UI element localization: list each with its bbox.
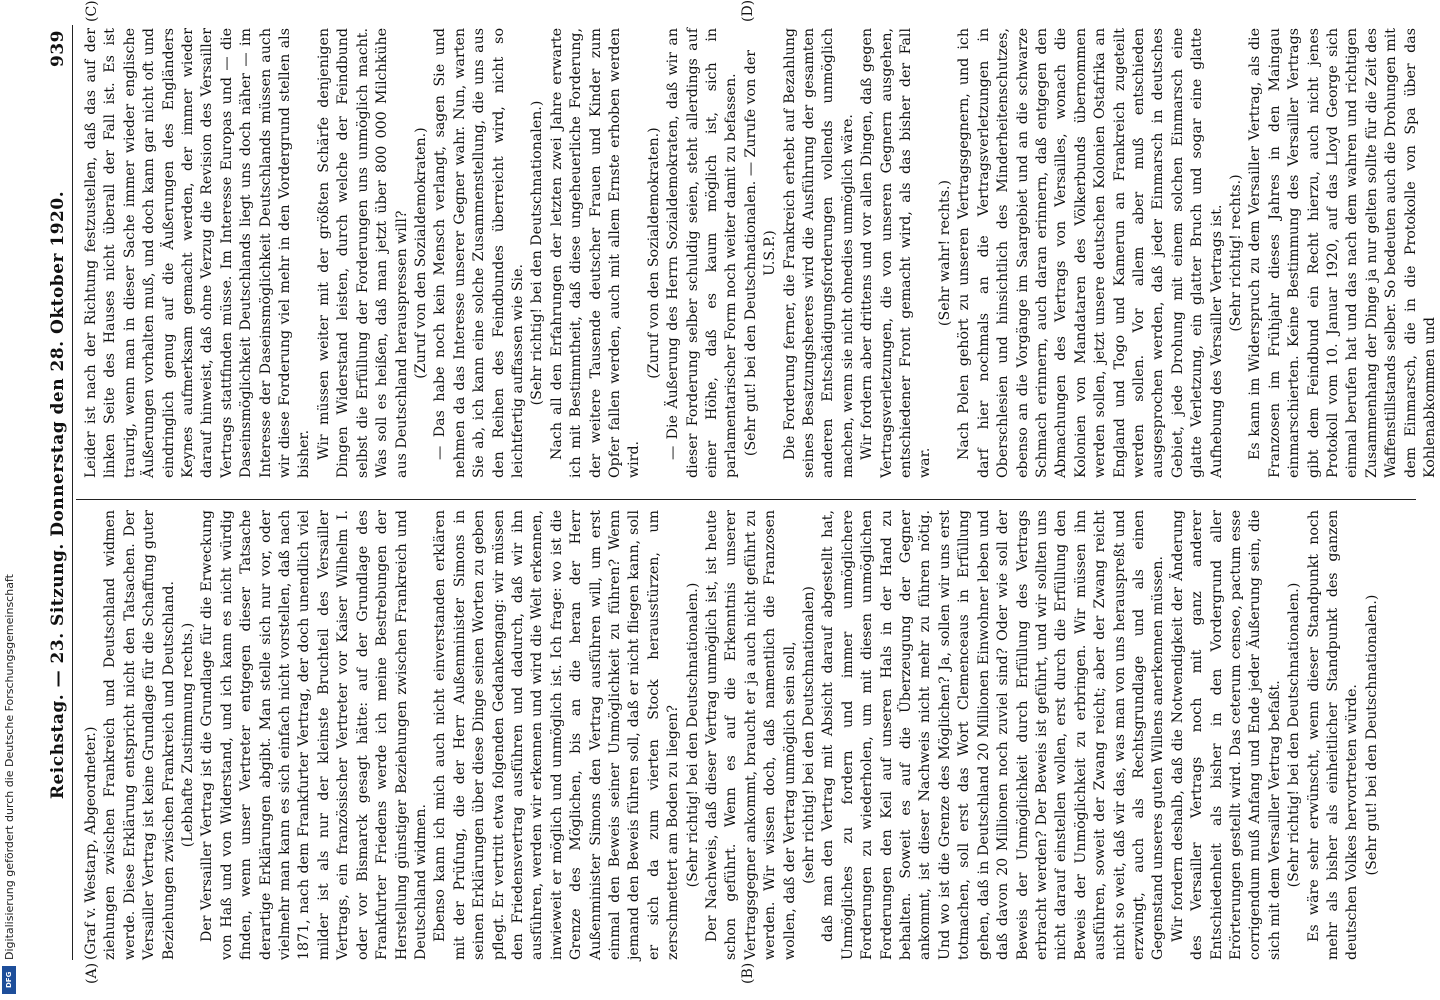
left-column-paragraph: Der Versailler Vertrag ist die Grundlage für die Erweckung von Haß und von Widerstand, und ich kann es nicht würdig finden, wenn unser Vertreter entgegen dieser Tatsache derartige Erklärungen abgibt. Man stelle sich nur vor, oder vielmehr man kann es sich einfach nicht vorstellen, daß nach 1871, nach dem Frankfurter Vertrag, der doch unendlich viel milder ist als nur der kleinste Bruchteil des Versailler Vertrags, ein französischer Vertreter vor Kaiser Wilhelm I. oder vor Bismarck gesagt hätte: auf der Grundlage des Frankfurter Friedens werde ich meine Bestrebungen der Herstellung günstiger Beziehungen zwischen Frankreich und Deutschland widmen.: [199, 510, 429, 960]
left-column-paragraph: (Lebhafte Zustimmung rechts.): [180, 622, 197, 848]
right-column-paragraph: (Zuruf von den Sozialdemokraten.): [645, 127, 662, 379]
right-column-paragraph: (Sehr richtig! bei den Deutschnationalen.): [529, 100, 546, 406]
left-column: [82, 510, 1382, 960]
right-column-paragraph: Nach all den Erfahrungen der letzten zwei Jahre erwarte ich mit Bestimmtheit, daß diese ungeheuerliche Forderung, der weitere Tausende deutscher Frauen und Kinder zum Opfer fallen werden, auch mit allem Ernste erhoben werden wird.: [548, 28, 643, 478]
left-column-paragraph: (Sehr richtig! bei den Deutschnationalen.): [1286, 582, 1303, 888]
right-column-paragraph: Die Forderung ferner, die Frankreich erhebt auf Bezahlung seines Besatzungsheeres wird die Ausführung der gesamten anderen Entschädigungsforderungen vollends unmöglich machen, wenn sie nicht ohnedies unmöglich wäre.: [781, 28, 856, 478]
margin-mark-c: (C): [84, 0, 100, 22]
left-column-paragraph: (Sehr gut! bei den Deutschnationalen.): [1363, 594, 1380, 876]
page-number: 939: [48, 30, 68, 67]
credit-text: Digitalisierung gefördert durch die Deutsche Forschungsgemeinschaft: [3, 574, 16, 960]
running-head: [48, 30, 74, 960]
column-divider: [76, 499, 1416, 500]
left-column-paragraph: (Graf v. Westarp, Abgeordneter.): [83, 726, 99, 960]
document-page: [40, 0, 1439, 1000]
header-rule: [72, 25, 73, 960]
left-column-paragraph: Der Nachweis, daß dieser Vertrag unmöglich ist, ist heute schon geführt. Wenn es auf die Erkenntnis unserer Vertragsgegner ankommt, braucht er ja auch nicht geführt zu werden. Wir wissen doch, daß namentlich die Franzosen wollen, daß der Vertrag unmöglich sein soll,: [704, 510, 798, 960]
right-column-paragraph: (Sehr richtig! rechts.): [1227, 174, 1244, 332]
right-column-paragraph: (Zuruf von den Sozialdemokraten.): [412, 127, 429, 379]
left-column-paragraph: (sehr richtig! bei den Deutschnationalen): [801, 586, 818, 884]
left-column-paragraph: daß man den Vertrag mit Absicht darauf abgestellt hat, Unmögliches zu fordern und immer unmöglichere Forderungen zu wiederholen, um mit diesen unmöglichen Forderungen den Keil auf unseren Hals in der Hand zu behalten. Soweit es auf die Überzeugung der Gegner ankommt, ist dieser Nachweis nicht mehr zu führen nötig. Und wo ist die Grenze des Möglichen? Ja, sollen wir uns erst totmachen, soll erst das Wort Clemenceaus in Erfüllung gehen, daß in Deutschland 20 Millionen Einwohner leben und daß davon 20 Millionen noch zuviel sind? Oder wie soll der Beweis der Unmöglichkeit durch Erfüllung des Vertrags erbracht werden? Der Beweis ist geführt, und wir sollten uns nicht darauf einstellen wollen, erst durch die Erfüllung den Beweis der Unmöglichkeit zu erbringen. Wir müssen ihn ausführen, soweit der Zwang reicht; aber der Zwang reicht nicht so weit, daß wir das, was man von uns herauspreßt und erzwingt, auch als Rechtsgrundlage und als einen Gegenstand unseres guten Willens anerkennen müssen.: [820, 510, 1167, 960]
right-column-paragraph: Wir fordern aber drittens und vor allen Dingen, daß gegen Vertragsverletzungen, die von unseren Gegnern ausgehen, entschiedener Front gemacht wird, als das bisher der Fall war.: [859, 28, 934, 478]
margin-mark-a: (A): [84, 962, 100, 984]
right-column-paragraph: (Sehr wahr! rechts.): [936, 179, 953, 327]
left-column-paragraph: Wir fordern deshalb, daß die Notwendigkeit der Änderung des Versailler Vertrags noch mit ganz anderer Entschiedenheit als bisher in den Vordergrund aller Erörterungen gestellt wird. Das ceterum censeo, pactum esse corrigendum muß Anfang und Ende jeder Äußerung sein, die sich mit dem Versailler Vertrag befaßt.: [1169, 510, 1283, 960]
left-column-paragraph: Es wäre sehr erwünscht, wenn dieser Standpunkt noch mehr als bisher als einheitlicher Standpunkt des ganzen deutschen Volkes hervortreten würde.: [1305, 510, 1361, 960]
margin-mark-b: (B): [740, 962, 756, 984]
dfg-logo: DFG: [2, 966, 16, 994]
right-column: [82, 28, 1440, 478]
margin-mark-d: (D): [740, 0, 756, 22]
right-column-paragraph: — Das habe noch kein Mensch verlangt, sagen Sie und nehmen da das Interesse unserer Gegner wahr. Nun, warten Sie ab, ich kann eine solche Zusammenstellung, die uns aus den Reihen des Feindbundes überreicht wird, nicht so leichtfertig auffassen wie Sie.: [432, 28, 526, 478]
page-header-title: Reichstag. — 23. Sitzung. Donnerstag den 28. Oktober 1920.: [48, 190, 68, 800]
right-column-paragraph: — Die Äußerung des Herrn Sozialdemokraten, daß wir an dieser Forderung selber schuldig seien, steht allerdings auf einer Höhe, daß es kaum möglich ist, sich in parlamentarischer Form noch weiter damit zu befassen.: [665, 28, 740, 478]
right-column-paragraph: Es kann im Widerspruch zu dem Versailler Vertrag, als die Franzosen im Frühjahr dieses Jahres in den Maingau einmarschierten. Keine Bestimmung des Versailler Vertrags gibt dem Feindbund ein Recht hierzu, auch nicht jenes Protokoll vom 10. Januar 1920, auf das Lloyd George sich einmal berufen hat und das nach dem wahren und richtigen Zusammenhang der Dinge ja nur gelten sollte für die Zeit des Waffenstillstands selber. So bedeuten auch die Drohungen mit dem Einmarsch, die in die Protokolle von Spa über das Kohlenabkommen und: [1247, 28, 1439, 478]
digitization-credit: [0, 574, 20, 1000]
right-column-paragraph: Nach Polen gehört zu unseren Vertragsgegnern, und ich darf hier nochmals an die Vertragsverletzungen in Oberschlesien und hinsichtlich des Minderheitenschutzes, ebenso an die Vorgänge im Saargebiet und an die schwarze Schmach erinnern, auch daran erinnern, daß entgegen den Abmachungen des Vertrags von Versailles, wonach die Kolonien von Mandataren des Völkerbunds übernommen werden sollen, jetzt unsere deutschen Kolonien Ostafrika an England und Togo und Kamerun an Frankreich zugeteilt werden sollen. Vor allem aber muß entschieden ausgesprochen werden, daß jeder Einmarsch in deutsches Gebiet, jede Drohung mit einem solchen Einmarsch eine glatte Verletzung, ein glatter Bruch und sogar eine glatte Aufhebung des Versailler Vertrags ist.: [956, 28, 1225, 478]
left-column-paragraph: ziehungen zwischen Frankreich und Deutschland widmen werde. Diese Erklärung entspricht nicht den Tatsachen. Der Versailler Vertrag ist keine Grundlage für die Schaffung guter Beziehungen zwischen Frankreich und Deutschland.: [102, 510, 177, 960]
right-column-paragraph: Wir müssen weiter mit der größten Schärfe denjenigen Dingen Widerstand leisten, durch welche der Feindbund selbst die Erfüllung der Forderungen uns unmöglich macht. Was soll es heißen, daß man jetzt über 800 000 Milchkühe aus Deutschland herauspressen will?: [315, 28, 410, 478]
right-column-paragraph: (Sehr gut! bei den Deutschnationalen. — Zurufe von der U.S.P.): [742, 49, 779, 457]
left-column-paragraph: Ebenso kann ich mich auch nicht einverstanden erklären mit der Prüfung, die der Herr Außenminister Simons in seinen Erklärungen über diese Dinge seinen Worten zu geben pflegt. Er vertritt etwa folgenden Gedankengang: wir müssen den Friedensvertrag ausführen und dadurch, daß wir ihn ausführen, werden wir erkennen und wird die Welt erkennen, inwieweit er möglich und unmöglich ist. Ich frage: wo ist die Grenze des Möglichen, bis an die heran der Herr Außenminister Simons den Vertrag ausführen will, um erst einmal den Beweis seiner Unmöglichkeit zu führen? Wenn jemand den Beweis führen soll, daß er nicht fliegen kann, soll er sich da zum vierten Stock herausstürzen, um zerschmettert am Boden zu liegen?: [432, 510, 682, 960]
left-column-paragraph: (Sehr richtig! bei den Deutschnationalen.): [684, 582, 701, 888]
right-column-paragraph: Leider ist nach der Richtung festzustellen, daß das auf der linken Seite des Hauses nicht überall der Fall ist. Es ist traurig, wenn man in dieser Sache immer wieder englische Äußerungen vorhalten muß, und doch kann gar nicht oft und eindringlich genug auf die Äußerungen des Engländers Keynes aufmerksam gemacht werden, der immer wieder darauf hinweist, daß ohne Verzug die Revision des Versailler Vertrags stattfinden müsse. Im Interesse Europas und — die Daseinsmöglichkeit Deutschlands liegt uns doch näher — im Interesse der Daseinsmöglichkeit Deutschlands müssen auch wir diese Forderung viel mehr in den Vordergrund stellen als bisher.: [83, 28, 313, 478]
